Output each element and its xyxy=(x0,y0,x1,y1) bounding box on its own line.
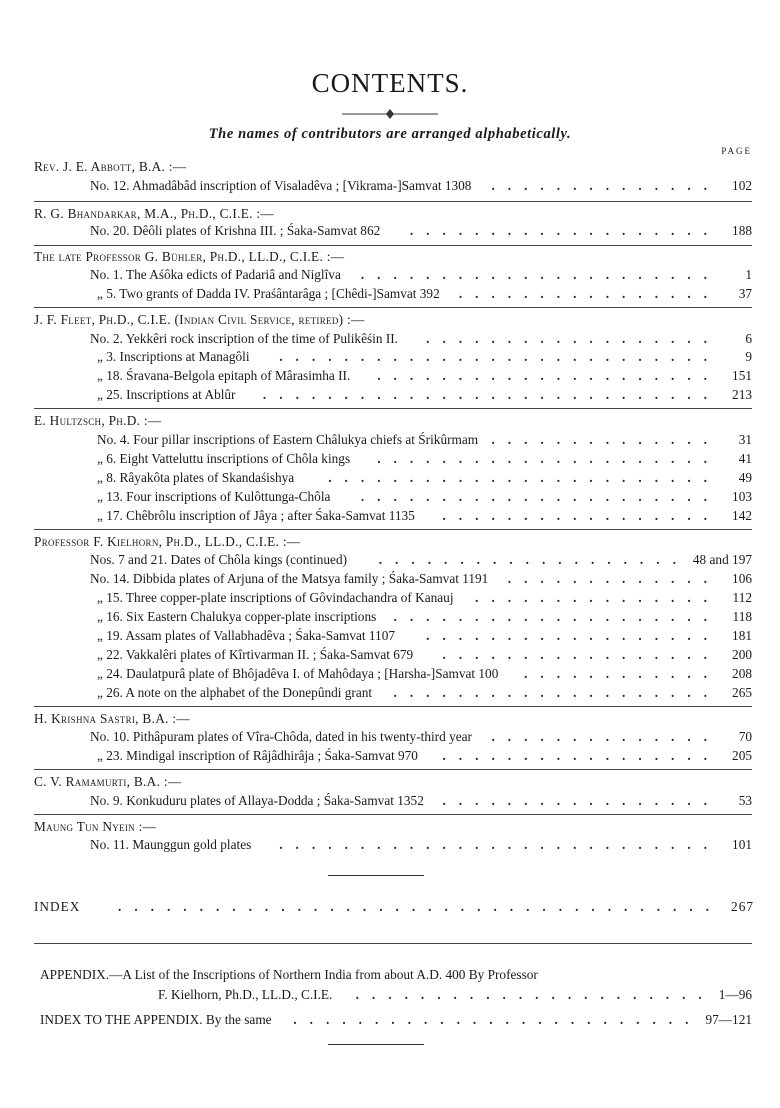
page-number: 31 xyxy=(738,432,752,447)
page-number: 205 xyxy=(732,748,752,763)
page-number: 151 xyxy=(732,368,752,383)
page-number: 112 xyxy=(732,590,752,605)
toc-entry: No. 14. Dibbida plates of Arjuna of the Matsya family ; Śaka-Samvat 1191 ............. 106 xyxy=(90,571,752,586)
short-rule xyxy=(328,1044,424,1045)
toc-entry: „ 22. Vakkalêri plates of Kîrtivarman II. ; Śaka-Samvat 679 ................. 200 xyxy=(97,647,752,662)
page-number: 181 xyxy=(732,628,752,643)
author-heading: E. Hultzsch, Ph.D. :— xyxy=(34,413,162,428)
toc-entry: „ 13. Four inscriptions of Kulôttunga-Chôla ...................... 103 xyxy=(97,489,752,504)
author-heading: H. Krishna Sastri, B.A. :— xyxy=(34,711,190,726)
toc-entry: „ 16. Six Eastern Chalukya copper-plate inscriptions .................... 118 xyxy=(97,609,752,624)
page-number: 118 xyxy=(732,609,752,624)
divider xyxy=(34,408,752,409)
toc-entry: „ 3. Inscriptions at Managôli ........................... 9 xyxy=(97,349,752,364)
author-heading: Rev. J. E. Abbott, B.A. :— xyxy=(34,159,187,174)
toc-entry: „ 15. Three copper-plate inscriptions of Gôvindachandra of Kanauj ............... 112 xyxy=(97,590,752,605)
page-number: 102 xyxy=(732,178,752,193)
page-number: 142 xyxy=(732,508,752,523)
divider xyxy=(34,245,752,246)
appendix-index-entry: INDEX TO THE APPENDIX. By the same ......................... 97—121 xyxy=(40,1012,752,1027)
toc-entry: No. 20. Dêôli plates of Krishna III. ; Śaka-Samvat 862 ................... 188 xyxy=(90,223,752,238)
page-number: 49 xyxy=(738,470,752,485)
toc-entry: No. 1. The Aśôka edicts of Padariâ and Niglîva ...................... 1 xyxy=(90,267,752,282)
toc-entry: No. 9. Konkuduru plates of Allaya-Dodda ; Śaka-Samvat 1352 ................. 53 xyxy=(90,793,752,808)
page-number: 101 xyxy=(732,837,752,852)
appendix-entry: F. Kielhorn, Ph.D., LL.D., C.I.E. ...................... 1—96 xyxy=(158,987,752,1002)
divider xyxy=(34,706,752,707)
page-number: 265 xyxy=(732,685,752,700)
page-number: 53 xyxy=(738,793,752,808)
page-number: 1 xyxy=(745,267,752,282)
divider xyxy=(34,769,752,770)
page-number: 267 xyxy=(731,899,754,914)
toc-entry: „ 25. Inscriptions at Ablûr ............................ 213 xyxy=(97,387,752,402)
page-number: 97—121 xyxy=(705,1012,752,1027)
index-entry: INDEX ..................................... 267 xyxy=(34,899,754,914)
author-heading: C. V. Ramamurti, B.A. :— xyxy=(34,774,182,789)
toc-entry: „ 23. Mindigal inscription of Râjâdhirâja ; Śaka-Samvat 970 ................. 205 xyxy=(97,748,752,763)
divider xyxy=(34,201,752,202)
page-number: 48 and 197 xyxy=(692,552,752,567)
page-number: 6 xyxy=(745,331,752,346)
divider xyxy=(34,814,752,815)
page-number: 188 xyxy=(732,223,752,238)
toc-entry: „ 17. Chêbrôlu inscription of Jâya ; after Śaka-Samvat 1135 ................. 142 xyxy=(97,508,752,523)
toc-entry: „ 19. Assam plates of Vallabhadêva ; Śaka-Samvat 1107 .................. 181 xyxy=(97,628,752,643)
short-rule xyxy=(328,875,424,876)
divider xyxy=(34,943,752,944)
page-number: 103 xyxy=(732,489,752,504)
page-number: 1—96 xyxy=(718,987,752,1002)
toc-entry: „ 26. A note on the alphabet of the Donepûndi grant .................... 265 xyxy=(97,685,752,700)
toc-entry: No. 12. Ahmadâbâd inscription of Visaladêva ; [Vikrama-]Samvat 1308 .............. 102 xyxy=(90,178,752,193)
toc-entry: „ 18. Śravana-Belgola epitaph of Mârasimha II. ..................... 151 xyxy=(97,368,752,383)
author-heading: Maung Tun Nyein :— xyxy=(34,819,157,834)
page-title: CONTENTS. xyxy=(311,68,469,98)
page-number: 41 xyxy=(738,451,752,466)
page-number: 106 xyxy=(732,571,752,586)
page-number: 200 xyxy=(732,647,752,662)
toc-entry: No. 2. Yekkêri rock inscription of the time of Pulikêśin II. .................. 6 xyxy=(90,331,752,346)
toc-entry: No. 11. Maunggun gold plates ........................... 101 xyxy=(90,837,752,852)
author-heading: Professor F. Kielhorn, Ph.D., LL.D., C.I.E. :— xyxy=(34,534,301,549)
divider xyxy=(34,307,752,308)
divider xyxy=(34,529,752,530)
author-heading: R. G. Bhandarkar, M.A., Ph.D., C.I.E. :— xyxy=(34,206,275,221)
toc-entry: „ 24. Daulatpurâ plate of Bhôjadêva I. of Mahôdaya ; [Harsha-]Samvat 100 ............ 208 xyxy=(97,666,752,681)
toc-entry: No. 4. Four pillar inscriptions of Eastern Châlukya chiefs at Śrikûrmam .............. 31 xyxy=(97,432,752,447)
page-number: 208 xyxy=(732,666,752,681)
toc-entry: „ 5. Two grants of Dadda IV. Praśântarâga ; [Chêdi-]Samvat 392 ................ 37 xyxy=(97,286,752,301)
author-heading: The late Professor G. Bühler, Ph.D., LL.D., C.I.E. :— xyxy=(34,249,345,264)
subtitle: The names of contributors are arranged alphabetically. xyxy=(208,126,572,142)
toc-entry: „ 6. Eight Vatteluttu inscriptions of Chôla kings ..................... 41 xyxy=(97,451,752,466)
title-ornament xyxy=(340,108,440,120)
appendix-line: APPENDIX.—A List of the Inscriptions of Northern India from about A.D. 400 By Professor xyxy=(40,967,538,982)
toc-entry: No. 10. Pithâpuram plates of Vîra-Chôda, dated in his twenty-third year .............. 70 xyxy=(90,729,752,744)
page-number: 70 xyxy=(738,729,752,744)
toc-entry: „ 8. Râyakôta plates of Skandaśishya ........................ 49 xyxy=(97,470,752,485)
toc-entry: Nos. 7 and 21. Dates of Chôla kings (continued) ................... 48 and 197 xyxy=(90,552,752,567)
page-number: 213 xyxy=(732,387,752,402)
page-number: 37 xyxy=(738,286,752,301)
page-column-header: PAGE xyxy=(721,146,752,156)
page-number: 9 xyxy=(745,349,752,364)
author-heading: J. F. Fleet, Ph.D., C.I.E. (Indian Civil Service, retired) :— xyxy=(34,312,365,327)
